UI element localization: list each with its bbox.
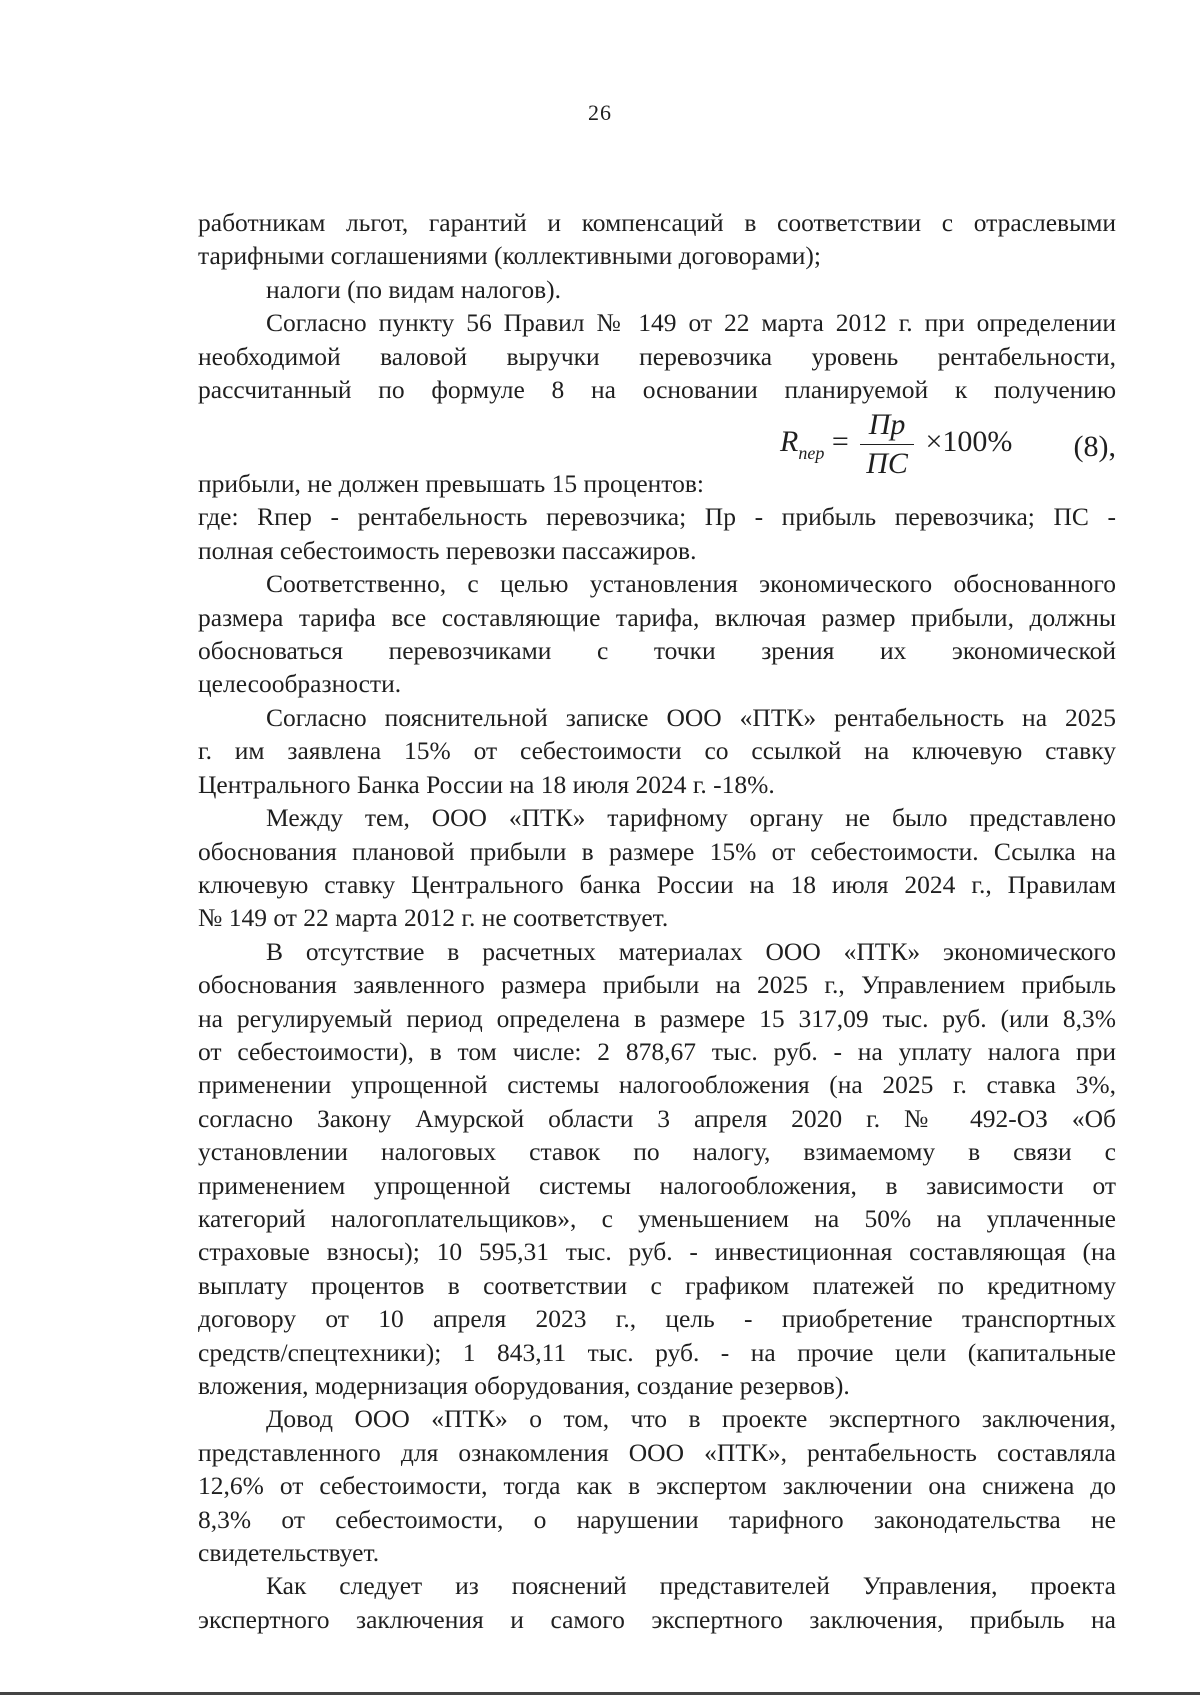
document-body <box>198 206 1116 1636</box>
formula-denominator: ПС <box>866 446 908 480</box>
paragraph-line: Согласно пункту 56 Правил № 149 от 22 марта 2012 г. при определении <box>266 308 1116 338</box>
formula-row <box>198 408 1116 500</box>
page-number: 26 <box>588 100 612 125</box>
scan-bottom-edge <box>0 1692 1200 1695</box>
paragraph-line: установлении налоговых ставок по налогу, взимаемому в связи с <box>198 1137 1116 1167</box>
formula-numerator: Пр <box>860 408 914 444</box>
paragraph-line: работникам льгот, гарантий и компенсаций в соответствии с отраслевыми <box>198 208 1116 237</box>
paragraph-line: 8,3% от себестоимости, о нарушении тарифного законодательства не <box>198 1504 1116 1534</box>
paragraph-line: средств/спецтехники); 1 843,11 тыс. руб. - на прочие цели (капитальные <box>198 1337 1116 1367</box>
paragraph-line: Довод ООО «ПТК» о том, что в проекте экспертного заключения, <box>266 1404 1116 1434</box>
paragraph-line: налоги (по видам налогов). <box>266 274 562 304</box>
paragraph-line: обоснования заявленного размера прибыли на 2025 г., Управлением прибыль <box>198 970 1116 1000</box>
paragraph-line: Соответственно, с целью установления экономического обоснованного <box>266 569 1116 599</box>
formula-multiplier: ×100% <box>925 425 1013 459</box>
paragraph-line: Центрального Банка России на 18 июля 2024 г. -18%. <box>198 769 775 799</box>
paragraph-line: № 149 от 22 марта 2012 г. не соответствует. <box>198 903 669 933</box>
paragraph-line: г. им заявлена 15% от себестоимости со ссылкой на ключевую ставку <box>198 736 1116 766</box>
definition-line: полная себестоимость перевозки пассажиров. <box>198 535 697 565</box>
formula-fraction <box>860 408 914 480</box>
paragraph-line: рассчитанный по формуле 8 на основании планируемой к получению <box>198 375 1116 405</box>
paragraph-line: размера тарифа все составляющие тарифа, включая размер прибыли, должны <box>198 602 1116 632</box>
paragraph-line: представленного для ознакомления ООО «ПТК», рентабельность составляла <box>198 1437 1116 1467</box>
paragraph-line: страховые взносы); 10 595,31 тыс. руб. - инвестиционная составляющая (на <box>198 1237 1116 1267</box>
paragraph-line: обосноваться перевозчиками с точки зрения их экономической <box>198 636 1116 666</box>
paragraph-line: Как следует из пояснений представителей Управления, проекта <box>266 1571 1116 1601</box>
paragraph-line: тарифными соглашениями (коллективными договорами); <box>198 241 821 271</box>
paragraph-line: применением упрощенной системы налогообложения, в зависимости от <box>198 1170 1116 1200</box>
paragraph-line: 12,6% от себестоимости, тогда как в экспертом заключении она снижена до <box>198 1471 1116 1501</box>
equation-number: (8), <box>1073 430 1116 464</box>
paragraph-line: Между тем, ООО «ПТК» тарифному органу не было представлено <box>266 803 1116 833</box>
paragraph-line: договору от 10 апреля 2023 г., цель - приобретение транспортных <box>198 1304 1116 1334</box>
paragraph-line: целесообразности. <box>198 669 402 699</box>
formula-lhs-subscript: пер <box>798 443 825 464</box>
paragraph-line: обоснования плановой прибыли в размере 15% от себестоимости. Ссылка на <box>198 836 1116 866</box>
rentability-formula: $R_{пер}$ = $\frac{Пр}{ПС}$ ×100% <box>780 408 1013 480</box>
paragraph-line: ключевую ставку Центрального банка России на 18 июля 2024 г., Правилам <box>198 869 1116 899</box>
paragraph-line: на регулируемый период определена в размере 15 317,09 тыс. руб. (или 8,3% <box>198 1003 1116 1033</box>
paragraph-line: экспертного заключения и самого экспертного заключения, прибыль на <box>198 1604 1116 1634</box>
paragraph-line: от себестоимости), в том числе: 2 878,67 тыс. руб. - на уплату налога при <box>198 1036 1116 1066</box>
paragraph-line: выплату процентов в соответствии с графиком платежей по кредитному <box>198 1270 1116 1300</box>
paragraph-line: Согласно пояснительной записке ООО «ПТК» рентабельность на 2025 <box>266 702 1116 732</box>
paragraph-line: свидетельствует. <box>198 1538 380 1568</box>
formula-prefix-text: прибыли, не должен превышать 15 процентов: <box>198 469 704 499</box>
paragraph-line: вложения, модернизация оборудования, создание резервов). <box>198 1371 850 1400</box>
paragraph-line: согласно Закону Амурской области 3 апреля 2020 г. № 492-ОЗ «Об <box>198 1103 1116 1133</box>
paragraph-line: категорий налогоплательщиков», с уменьшением на 50% на уплаченные <box>198 1203 1116 1233</box>
paragraph-line: необходимой валовой выручки перевозчика уровень рентабельности, <box>198 341 1116 371</box>
paragraph-line: применении упрощенной системы налогообложения (на 2025 г. ставка 3%, <box>198 1070 1116 1100</box>
paragraph-line: В отсутствие в расчетных материалах ООО «ПТК» экономического <box>266 936 1116 966</box>
formula-lhs: R <box>780 425 799 459</box>
definition-line: где: Rпер - рентабельность перевозчика; Пр - прибыль перевозчика; ПС - <box>198 502 1116 532</box>
